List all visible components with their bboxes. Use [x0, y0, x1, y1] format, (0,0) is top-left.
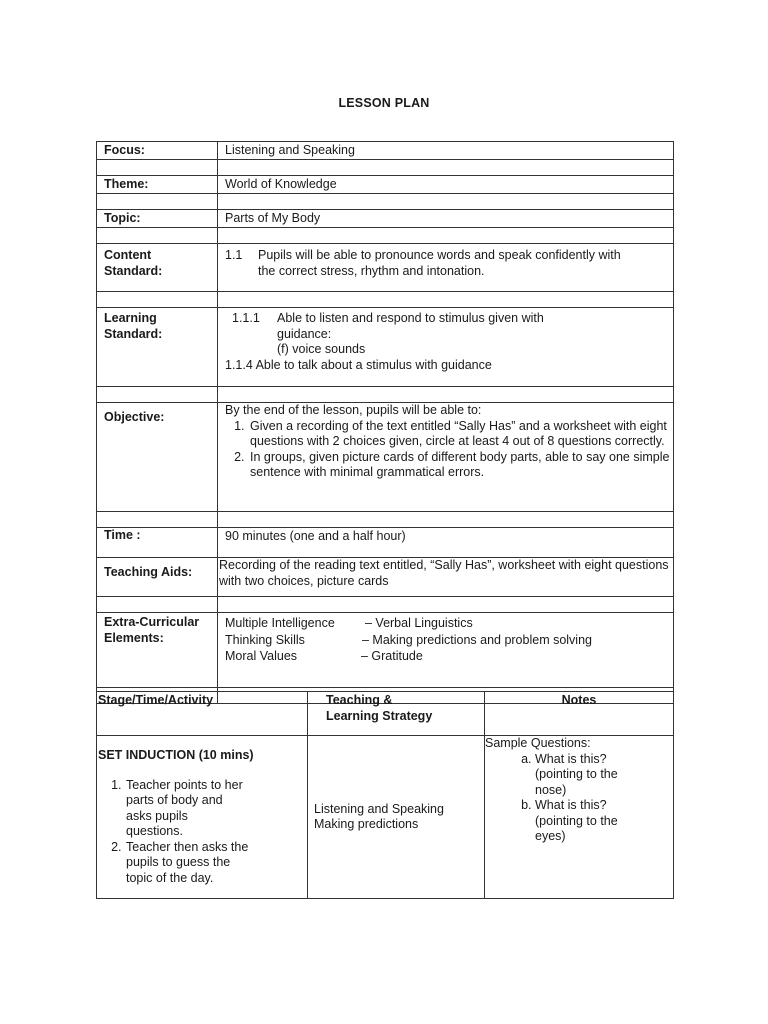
set-induction-step: 2. Teacher then asks the pupils to guess the topic of the day. [125, 840, 252, 887]
learning-standard-item1-line1: Able to listen and respond to stimulus given with [277, 311, 544, 325]
focus-row [97, 142, 674, 160]
extra-curricular-name: Thinking Skills [225, 632, 305, 647]
content-standard-label-line2: Standard: [104, 263, 163, 278]
content-standard-label [97, 244, 218, 292]
spacer-row [97, 160, 674, 176]
content-standard-value [218, 244, 674, 292]
content-standard-number: 1.1 [225, 248, 243, 262]
content-standard-text-line2: the correct stress, rhythm and intonation. [258, 263, 485, 278]
spacer-row [97, 387, 674, 403]
learning-standard-item1-number: 1.1.1 [232, 311, 260, 325]
topic-value: Parts of My Body [218, 210, 674, 228]
spacer-row [97, 292, 674, 308]
set-induction-step: 1. Teacher points to her parts of body and asks pupils questions. [125, 778, 246, 840]
time-row [97, 528, 674, 558]
objective-intro: By the end of the lesson, pupils will be able to: [225, 403, 482, 417]
learning-standard-item1-line3: (f) voice sounds [277, 342, 366, 356]
strategy-header [308, 692, 485, 736]
lesson-details-table [96, 141, 674, 704]
extra-curricular-row [97, 613, 674, 688]
sample-questions-list [485, 752, 673, 845]
content-standard-text-line1: Pupils will be able to pronounce words and speak confidently with [258, 248, 621, 262]
learning-standard-value [218, 308, 674, 387]
extra-curricular-label-line1: Extra-Curricular [104, 615, 200, 629]
time-value: 90 minutes (one and a half hour) [218, 528, 674, 558]
objective-item: 2. In groups, given picture cards of different body parts, able to say one simple sentence with minimal grammatical errors. [248, 450, 673, 481]
teaching-aids-label: Teaching Aids: [97, 558, 218, 597]
sample-question: b. What is this? (pointing to the eyes) [535, 798, 621, 845]
learning-standard-label [97, 308, 218, 387]
sample-question: a. What is this? (pointing to the nose) [535, 752, 621, 799]
stage-table-header-row [97, 692, 674, 736]
learning-standard-label-line1: Learning [104, 311, 157, 325]
extra-curricular-detail: – Gratitude [361, 649, 423, 663]
content-standard-row [97, 244, 674, 292]
spacer-row [97, 597, 674, 613]
topic-row [97, 210, 674, 228]
set-induction-title: SET INDUCTION (10 mins) [98, 748, 254, 762]
content-standard-label-line1: Content [104, 248, 152, 262]
extra-curricular-detail: – Verbal Linguistics [365, 616, 473, 630]
extra-curricular-label-line2: Elements: [104, 630, 164, 645]
extra-curricular-label [97, 613, 218, 688]
set-induction-strategy-line1: Listening and Speaking [314, 801, 444, 816]
learning-standard-item2: 1.1.4 Able to talk about a stimulus with guidance [225, 357, 492, 372]
set-induction-row [97, 736, 674, 899]
stage-activity-table [96, 691, 674, 899]
spacer-row [97, 512, 674, 528]
set-induction-steps [98, 778, 307, 887]
set-induction-notes-cell [485, 736, 674, 899]
set-induction-strategy-line2: Making predictions [314, 817, 419, 831]
spacer-row [97, 228, 674, 244]
time-label: Time : [97, 528, 218, 558]
extra-curricular-value [218, 613, 674, 688]
set-induction-strategy-cell [308, 736, 485, 899]
theme-value: World of Knowledge [218, 176, 674, 194]
theme-label: Theme: [97, 176, 218, 194]
focus-value: Listening and Speaking [218, 142, 674, 160]
topic-label: Topic: [97, 210, 218, 228]
notes-header: Notes [485, 692, 674, 736]
objective-value [218, 403, 674, 512]
objective-list [225, 419, 673, 481]
set-induction-cell [97, 736, 308, 899]
objective-item: 1. Given a recording of the text entitled “Sally Has” and a worksheet with eight questions with 2 choices given, circle at least 4 out of 8 questions correctly. [248, 419, 673, 450]
teaching-aids-value: Recording of the reading text entitled, “Sally Has”, worksheet with eight questions with two choices, picture cards [218, 558, 674, 597]
strategy-header-line2: Learning Strategy [326, 708, 433, 723]
objective-row [97, 403, 674, 512]
focus-label: Focus: [97, 142, 218, 160]
learning-standard-item1-line2: guidance: [277, 326, 332, 341]
strategy-header-line1: Teaching & [326, 693, 393, 707]
spacer-row [97, 194, 674, 210]
extra-curricular-item [225, 648, 673, 665]
stage-header: Stage/Time/Activity [97, 692, 308, 736]
page-title: LESSON PLAN [338, 96, 430, 110]
extra-curricular-detail: – Making predictions and problem solving [362, 632, 592, 647]
teaching-aids-row [97, 558, 674, 597]
objective-label: Objective: [97, 403, 218, 512]
learning-standard-label-line2: Standard: [104, 326, 163, 341]
learning-standard-row [97, 308, 674, 387]
extra-curricular-name: Moral Values [225, 649, 298, 663]
notes-intro: Sample Questions: [485, 736, 591, 750]
theme-row [97, 176, 674, 194]
extra-curricular-item [225, 632, 673, 649]
extra-curricular-name: Multiple Intelligence [225, 616, 335, 630]
extra-curricular-item [225, 615, 673, 632]
